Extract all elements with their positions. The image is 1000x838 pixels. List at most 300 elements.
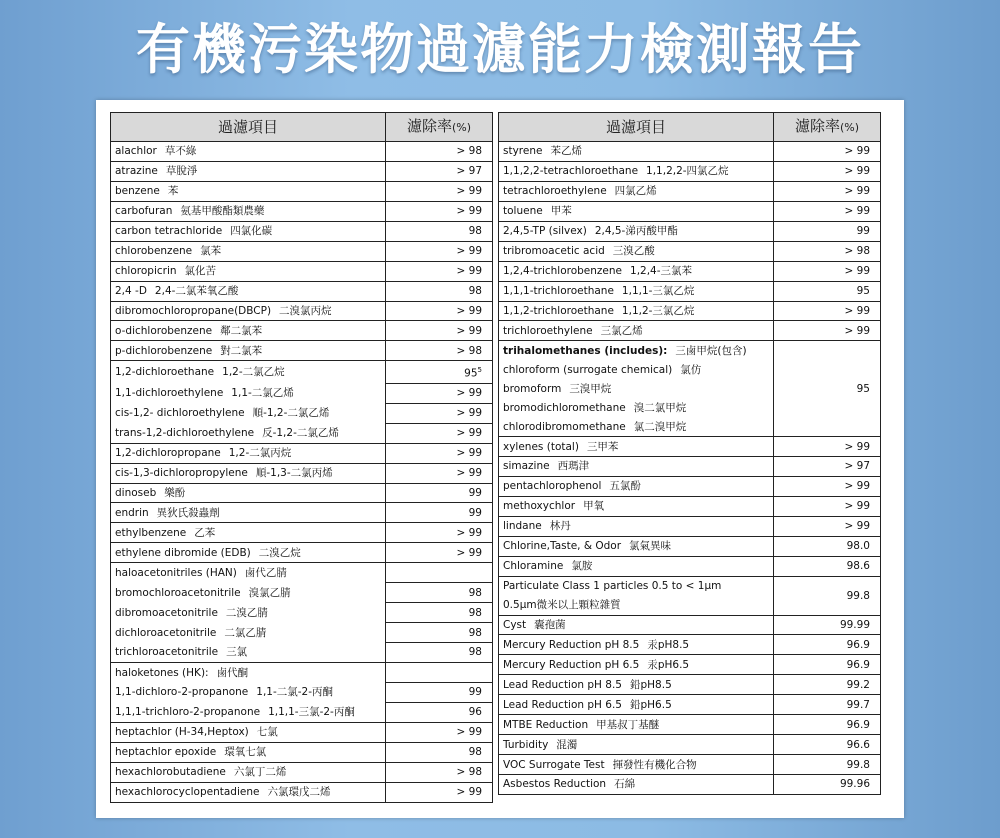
table-row xyxy=(499,241,881,261)
item-cell xyxy=(499,379,774,398)
rate-value: > 99 xyxy=(456,726,482,739)
rate-cell xyxy=(386,483,493,503)
table-row xyxy=(111,563,493,583)
table-row xyxy=(111,341,493,361)
item-name-en: toluene xyxy=(503,205,543,218)
rate-cell xyxy=(774,241,881,261)
rate-value: > 99 xyxy=(456,447,482,460)
table-row xyxy=(111,463,493,483)
item-name-zh: 異狄氏殺蟲劑 xyxy=(156,506,220,519)
item-cell xyxy=(499,161,774,181)
item-name-en: 1,1,2,2-tetrachloroethane xyxy=(503,165,639,178)
rate-cell xyxy=(386,361,493,384)
item-name-zh: 二溴乙腈 xyxy=(225,606,268,619)
item-name-en: atrazine xyxy=(115,165,158,178)
rate-value: 99.8 xyxy=(846,758,870,771)
table-header-row xyxy=(111,113,493,142)
rate-value: 98.6 xyxy=(846,560,870,573)
table-row xyxy=(499,516,881,536)
rate-cell xyxy=(774,615,881,635)
item-name-zh: 氯二溴甲烷 xyxy=(633,420,687,433)
item-cell xyxy=(499,476,774,496)
item-name-zh: 氯胺 xyxy=(571,560,593,573)
item-cell xyxy=(499,715,774,735)
rate-value: 99 xyxy=(856,225,870,238)
table-row xyxy=(111,543,493,563)
item-name-en: cis-1,2- dichloroethylene xyxy=(115,407,245,420)
rate-value: > 99 xyxy=(456,387,482,400)
rate-value: > 99 xyxy=(844,205,870,218)
table-row xyxy=(111,623,493,643)
item-cell xyxy=(111,483,386,503)
table-row xyxy=(499,755,881,775)
rate-value: > 99 xyxy=(844,265,870,278)
item-name-en: ethylbenzene xyxy=(115,526,187,539)
item-cell xyxy=(499,457,774,477)
rate-cell xyxy=(774,476,881,496)
rate-value: > 99 xyxy=(456,304,482,317)
item-cell xyxy=(111,321,386,341)
rate-value: > 99 xyxy=(844,520,870,533)
rate-cell xyxy=(774,516,881,536)
table-row xyxy=(499,675,881,695)
item-cell xyxy=(499,241,774,261)
item-cell xyxy=(499,775,774,795)
item-cell xyxy=(499,516,774,536)
item-name-en: 2,4,5-TP (silvex) xyxy=(503,225,587,238)
rate-cell xyxy=(386,142,493,162)
table-row xyxy=(499,476,881,496)
table-row xyxy=(111,782,493,802)
item-cell xyxy=(499,536,774,556)
item-cell xyxy=(499,221,774,241)
item-cell xyxy=(499,596,774,615)
item-name-zh: 甲苯 xyxy=(550,205,572,218)
item-cell xyxy=(111,361,386,384)
rate-cell xyxy=(774,437,881,457)
item-name-en: cis-1,3-dichloropropylene xyxy=(115,467,248,480)
item-name-zh: 四氯乙烯 xyxy=(614,185,657,198)
item-name-en: Turbidity xyxy=(503,738,549,751)
rate-cell xyxy=(386,403,493,423)
rate-value: > 99 xyxy=(456,185,482,198)
rate-cell xyxy=(386,463,493,483)
item-cell xyxy=(499,181,774,201)
item-cell xyxy=(499,398,774,417)
item-name-en: 1,2-dichloroethane xyxy=(115,366,215,379)
rate-value: 95 xyxy=(856,382,870,395)
table-row xyxy=(111,383,493,403)
item-name-en: bromochloroacetonitrile xyxy=(115,586,241,599)
rate-cell xyxy=(774,675,881,695)
item-name-en: simazine xyxy=(503,460,550,473)
table-row xyxy=(499,221,881,241)
item-cell xyxy=(499,556,774,576)
item-name-zh: 氯苯 xyxy=(200,245,222,258)
table-row xyxy=(111,662,493,682)
rate-value: > 99 xyxy=(456,407,482,420)
item-name-en: trihalomethanes (includes): xyxy=(503,344,668,357)
rate-value: > 99 xyxy=(844,324,870,337)
rate-value: > 99 xyxy=(844,304,870,317)
item-cell xyxy=(111,682,386,702)
page-title: 有機污染物過濾能力檢測報告 xyxy=(136,18,864,81)
rate-value: 99 xyxy=(468,686,482,699)
item-name-en: haloketones (HK): xyxy=(115,666,209,679)
item-cell xyxy=(111,523,386,543)
item-cell xyxy=(499,635,774,655)
item-name-en: dibromochloropropane(DBCP) xyxy=(115,304,272,317)
item-name-zh: 反-1,2-二氯乙烯 xyxy=(262,426,339,439)
item-name-zh: 苯 xyxy=(167,185,179,198)
table-row xyxy=(499,615,881,635)
table-row xyxy=(111,682,493,702)
item-cell xyxy=(111,722,386,742)
rate-cell xyxy=(774,181,881,201)
item-name-zh: 1,2-二氯乙烷 xyxy=(222,366,285,379)
item-cell xyxy=(111,383,386,403)
table-row xyxy=(111,762,493,782)
item-cell xyxy=(499,655,774,675)
table-row xyxy=(111,281,493,301)
item-cell xyxy=(111,181,386,201)
header-item: 過濾項目 xyxy=(499,113,774,142)
rate-cell xyxy=(386,762,493,782)
rate-value: 98 xyxy=(468,626,482,639)
rate-value: > 97 xyxy=(456,165,482,178)
rate-cell xyxy=(386,503,493,523)
header-rate: 濾除率(%) xyxy=(774,113,881,142)
table-row xyxy=(499,496,881,516)
rate-cell xyxy=(386,782,493,802)
item-cell xyxy=(111,583,386,603)
table-row xyxy=(499,142,881,162)
item-name-zh: 西瑪津 xyxy=(557,460,590,473)
rate-value: 96.6 xyxy=(846,738,870,751)
rate-cell xyxy=(774,261,881,281)
rate-value: 98.0 xyxy=(846,540,870,553)
table-row xyxy=(111,443,493,463)
rate-value: > 98 xyxy=(456,344,482,357)
rate-cell xyxy=(774,556,881,576)
table-row xyxy=(499,655,881,675)
item-name-en: VOC Surrogate Test xyxy=(503,758,605,771)
rate-cell xyxy=(386,603,493,623)
rate-cell xyxy=(386,181,493,201)
item-name-en: haloacetonitriles (HAN) xyxy=(115,566,237,579)
item-name-en: trans-1,2-dichloroethylene xyxy=(115,426,255,439)
left-results-table xyxy=(110,112,493,803)
table-row xyxy=(499,301,881,321)
item-cell xyxy=(499,576,774,595)
rate-value: > 99 xyxy=(456,427,482,440)
table-row xyxy=(111,423,493,443)
item-name-en: bromodichloromethane xyxy=(503,401,626,414)
item-name-en: chloropicrin xyxy=(115,265,177,278)
rate-value: 99.2 xyxy=(846,678,870,691)
table-row xyxy=(111,261,493,281)
rate-value: 96.9 xyxy=(846,658,870,671)
rate-cell xyxy=(774,142,881,162)
table-row xyxy=(499,437,881,457)
rate-cell xyxy=(386,261,493,281)
item-cell xyxy=(499,496,774,516)
rate-value: 95 xyxy=(856,285,870,298)
rate-value: > 98 xyxy=(456,145,482,158)
rate-cell xyxy=(386,281,493,301)
rate-cell xyxy=(386,241,493,261)
rate-cell xyxy=(774,655,881,675)
item-cell xyxy=(499,615,774,635)
rate-value: > 99 xyxy=(844,480,870,493)
item-name-en: endrin xyxy=(115,506,149,519)
item-name-zh: 三溴乙酸 xyxy=(612,245,655,258)
rate-footnote: 5 xyxy=(477,366,482,375)
item-name-zh: 1,1,2-三氯乙烷 xyxy=(621,304,695,317)
rate-value: > 99 xyxy=(456,245,482,258)
item-cell xyxy=(499,301,774,321)
rate-value: 96 xyxy=(468,706,482,719)
table-row xyxy=(111,181,493,201)
rate-cell xyxy=(774,695,881,715)
header-rate: 濾除率(%) xyxy=(386,113,493,142)
item-cell xyxy=(111,702,386,722)
item-name-en: heptachlor epoxide xyxy=(115,746,217,759)
item-name-en: dibromoacetonitrile xyxy=(115,606,218,619)
item-name-zh: 三氯乙烯 xyxy=(600,324,643,337)
item-cell xyxy=(111,142,386,162)
item-cell xyxy=(499,675,774,695)
item-cell xyxy=(111,643,386,663)
item-name-zh: 乙苯 xyxy=(194,526,216,539)
item-name-zh: 氯仿 xyxy=(680,363,702,376)
item-name-en: Mercury Reduction pH 8.5 xyxy=(503,638,640,651)
item-cell xyxy=(111,782,386,802)
item-name-zh: 1,2-二氯丙烷 xyxy=(228,447,292,460)
item-name-zh: 鄰二氯苯 xyxy=(220,324,263,337)
rate-value: > 97 xyxy=(844,460,870,473)
item-name-en: tetrachloroethylene xyxy=(503,185,607,198)
item-name-zh: 氯化苦 xyxy=(184,265,217,278)
item-name-zh: 石綿 xyxy=(614,778,636,791)
item-cell xyxy=(111,201,386,221)
item-name-zh: 環氧七氯 xyxy=(224,746,267,759)
item-name-en: pentachlorophenol xyxy=(503,480,602,493)
item-name-en: Lead Reduction pH 8.5 xyxy=(503,678,622,691)
rate-value: 98 xyxy=(468,646,482,659)
rate-value: 99.99 xyxy=(839,618,870,631)
item-name-zh: 甲氧 xyxy=(583,500,605,513)
item-cell xyxy=(499,417,774,436)
item-name-en: MTBE Reduction xyxy=(503,718,589,731)
item-name-zh: 二溴氯丙烷 xyxy=(279,304,332,317)
item-name-en: 0.5µm微米以上顆粒雜質 xyxy=(503,599,621,612)
item-name-en: dichloroacetonitrile xyxy=(115,626,217,639)
item-cell xyxy=(499,201,774,221)
item-cell xyxy=(499,321,774,341)
rate-value: > 99 xyxy=(844,145,870,158)
item-cell xyxy=(111,443,386,463)
rate-cell xyxy=(774,576,881,615)
table-row xyxy=(499,735,881,755)
rate-cell xyxy=(386,383,493,403)
rate-cell xyxy=(774,301,881,321)
right-results-table xyxy=(498,112,881,795)
item-name-en: 1,1-dichloro-2-propanone xyxy=(115,686,249,699)
table-row xyxy=(499,695,881,715)
rate-cell xyxy=(386,742,493,762)
table-row xyxy=(499,635,881,655)
rate-cell xyxy=(774,496,881,516)
item-name-zh: 1,1,1-三氯乙烷 xyxy=(621,285,695,298)
rate-cell xyxy=(774,321,881,341)
table-header-row xyxy=(499,113,881,142)
rate-cell xyxy=(774,715,881,735)
rate-cell xyxy=(386,201,493,221)
item-name-zh: 囊孢菌 xyxy=(534,618,566,631)
header-item: 過濾項目 xyxy=(111,113,386,142)
item-cell xyxy=(111,221,386,241)
table-row xyxy=(111,321,493,341)
item-cell xyxy=(111,161,386,181)
rate-cell xyxy=(386,221,493,241)
rate-value: > 98 xyxy=(844,245,870,258)
rate-value: > 99 xyxy=(456,526,482,539)
item-name-zh: 1,1-二氯乙烯 xyxy=(231,387,294,400)
item-name-zh: 2,4,5-涕丙酸甲酯 xyxy=(594,225,678,238)
table-row xyxy=(499,556,881,576)
item-cell xyxy=(499,755,774,775)
item-cell xyxy=(499,341,774,360)
item-name-en: carbon tetrachloride xyxy=(115,225,223,238)
item-name-zh: 六氯環戊二烯 xyxy=(267,786,331,799)
item-name-en: 1,1,2-trichloroethane xyxy=(503,304,614,317)
item-name-zh: 樂酚 xyxy=(164,486,186,499)
item-cell xyxy=(111,301,386,321)
item-cell xyxy=(499,695,774,715)
table-row xyxy=(499,161,881,181)
rate-cell xyxy=(774,635,881,655)
rate-cell xyxy=(774,536,881,556)
item-name-zh: 2,4-二氯苯氧乙酸 xyxy=(154,285,239,298)
item-cell xyxy=(499,281,774,301)
item-name-zh: 二氯乙腈 xyxy=(224,626,267,639)
item-name-en: Cyst xyxy=(503,618,527,631)
rate-value: 98 xyxy=(468,225,482,238)
rate-value: > 99 xyxy=(844,165,870,178)
rate-value: > 99 xyxy=(456,324,482,337)
item-name-en: 2,4 -D xyxy=(115,285,147,298)
rate-cell xyxy=(386,643,493,663)
item-name-zh: 順-1,3-二氯丙烯 xyxy=(255,467,333,480)
item-cell xyxy=(111,503,386,523)
rate-value: 98 xyxy=(468,746,482,759)
table-row xyxy=(111,403,493,423)
item-name-en: heptachlor (H-34,Heptox) xyxy=(115,726,249,739)
item-name-en: o-dichlorobenzene xyxy=(115,324,213,337)
rate-cell xyxy=(774,281,881,301)
rate-value: 99 xyxy=(468,486,482,499)
table-row xyxy=(111,241,493,261)
item-name-zh: 三氯 xyxy=(226,646,248,659)
item-name-en: hexachlorocyclopentadiene xyxy=(115,786,260,799)
rate-value: > 99 xyxy=(456,546,482,559)
table-row xyxy=(499,715,881,735)
item-name-zh: 1,1,2,2-四氯乙烷 xyxy=(646,165,729,178)
item-name-en: 1,2,4-trichlorobenzene xyxy=(503,265,623,278)
rate-cell xyxy=(774,775,881,795)
item-name-en: benzene xyxy=(115,185,160,198)
table-row xyxy=(111,722,493,742)
item-name-zh: 七氯 xyxy=(256,726,278,739)
item-name-en: dinoseb xyxy=(115,486,157,499)
item-name-zh: 揮發性有機化合物 xyxy=(612,758,697,771)
item-cell xyxy=(111,563,386,583)
rate-cell xyxy=(386,543,493,563)
table-row xyxy=(111,161,493,181)
table-row xyxy=(499,181,881,201)
rate-value: > 99 xyxy=(456,786,482,799)
rate-value: 99.8 xyxy=(846,589,870,602)
item-name-zh: 鉛pH8.5 xyxy=(630,678,672,691)
table-row xyxy=(111,523,493,543)
item-name-zh: 三溴甲烷 xyxy=(569,382,612,395)
item-name-zh: 汞pH6.5 xyxy=(647,658,690,671)
rate-value: > 99 xyxy=(456,467,482,480)
rate-value: 99.96 xyxy=(839,778,870,791)
item-cell xyxy=(111,281,386,301)
rate-cell xyxy=(386,341,493,361)
item-name-zh: 鹵代乙腈 xyxy=(244,566,287,579)
table-row xyxy=(111,603,493,623)
item-cell xyxy=(111,423,386,443)
rate-value: 98 xyxy=(468,285,482,298)
item-name-zh: 草脫淨 xyxy=(165,165,198,178)
table-row xyxy=(111,301,493,321)
rate-cell xyxy=(774,735,881,755)
item-name-zh: 甲基叔丁基醚 xyxy=(596,718,660,731)
table-row xyxy=(499,775,881,795)
rate-value: 95 xyxy=(464,367,478,380)
rate-value: > 99 xyxy=(456,205,482,218)
item-name-zh: 二溴乙烷 xyxy=(258,546,301,559)
table-row xyxy=(499,341,881,360)
rate-value: > 98 xyxy=(456,766,482,779)
item-cell xyxy=(499,437,774,457)
item-name-zh: 鉛pH6.5 xyxy=(630,698,672,711)
table-row xyxy=(111,361,493,384)
rate-cell xyxy=(774,201,881,221)
item-name-zh: 四氯化碳 xyxy=(230,225,273,238)
rate-cell xyxy=(386,161,493,181)
item-cell xyxy=(111,463,386,483)
item-cell xyxy=(111,341,386,361)
item-name-en: tribromoacetic acid xyxy=(503,245,605,258)
item-cell xyxy=(111,662,386,682)
item-name-zh: 順-1,2-二氯乙烯 xyxy=(252,407,330,420)
item-name-en: Asbestos Reduction xyxy=(503,778,607,791)
rate-value: 96.9 xyxy=(846,718,870,731)
table-row xyxy=(499,576,881,595)
item-name-en: styrene xyxy=(503,145,543,158)
item-name-zh: 六氯丁二烯 xyxy=(233,766,287,779)
report-sheet xyxy=(96,100,904,818)
item-name-zh: 三鹵甲烷(包含) xyxy=(675,344,747,357)
table-row xyxy=(111,742,493,762)
item-name-en: 1,1,1-trichloro-2-propanone xyxy=(115,706,261,719)
item-name-zh: 溴二氯甲烷 xyxy=(633,401,687,414)
table-row xyxy=(499,201,881,221)
